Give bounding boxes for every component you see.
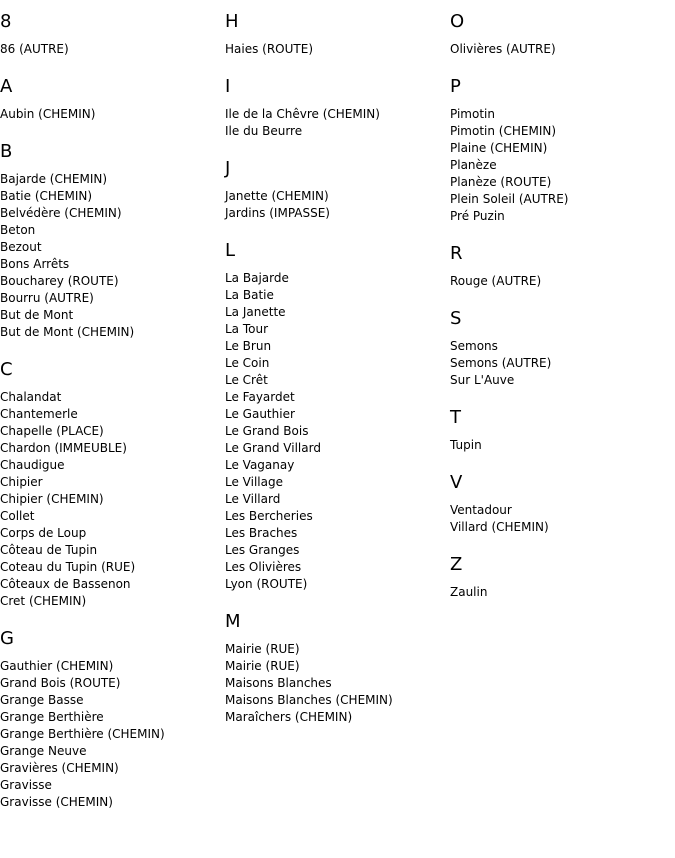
street-name: La Batie (225, 288, 274, 302)
letter-section (225, 11, 450, 58)
street-list (0, 389, 225, 610)
street-name: Belvédère (CHEMIN) (0, 206, 122, 220)
index-column-1 (0, 0, 225, 811)
letter-section (225, 158, 450, 222)
letter-section (450, 472, 675, 536)
section-letter-heading: 8 (0, 11, 12, 32)
street-list (225, 188, 450, 222)
letter-section (225, 611, 450, 726)
street-list (450, 437, 675, 454)
street-name: Plein Soleil (AUTRE) (450, 192, 569, 206)
street-name: Les Bercheries (225, 509, 313, 523)
section-letter-heading: G (0, 628, 14, 649)
street-name: Le Brun (225, 339, 272, 353)
street-name: Grange Neuve (0, 744, 87, 758)
street-name: Olivières (AUTRE) (450, 42, 556, 56)
letter-section (450, 407, 675, 454)
street-name: Pimotin (CHEMIN) (450, 124, 557, 138)
street-name: Côteaux de Bassenon (0, 577, 131, 591)
street-name: Coteau du Tupin (RUE) (0, 560, 136, 574)
street-name: Jardins (IMPASSE) (225, 206, 330, 220)
letter-section (225, 240, 450, 593)
street-list (450, 338, 675, 389)
section-letter-heading: A (0, 76, 13, 97)
street-list (450, 106, 675, 225)
section-letter-heading: B (0, 141, 13, 162)
street-name: Grange Berthière (0, 710, 104, 724)
index-column-2 (225, 0, 450, 726)
street-list (450, 41, 675, 58)
street-name: Pré Puzin (450, 209, 505, 223)
letter-section (0, 76, 225, 123)
street-name: Pimotin (450, 107, 495, 121)
section-letter-heading: T (450, 407, 461, 428)
street-name: Le Fayardet (225, 390, 295, 404)
street-name: Aubin (CHEMIN) (0, 107, 96, 121)
street-list (225, 106, 450, 140)
letter-section (450, 243, 675, 290)
letter-section (450, 554, 675, 601)
street-name: Grange Berthière (CHEMIN) (0, 727, 165, 741)
street-name: Maisons Blanches (225, 676, 332, 690)
street-name: Planèze (450, 158, 497, 172)
street-name: Haies (ROUTE) (225, 42, 314, 56)
street-list (450, 584, 675, 601)
section-letter-heading: R (450, 243, 463, 264)
street-name: Bourru (AUTRE) (0, 291, 94, 305)
street-name: Chalandat (0, 390, 62, 404)
street-name: Bajarde (CHEMIN) (0, 172, 108, 186)
street-name: Gravisse (0, 778, 52, 792)
section-letter-heading: C (0, 359, 13, 380)
street-name: But de Mont (CHEMIN) (0, 325, 135, 339)
section-letter-heading: P (450, 76, 461, 97)
letter-section (0, 628, 225, 811)
street-name: Maraîchers (CHEMIN) (225, 710, 353, 724)
street-name: Corps de Loup (0, 526, 87, 540)
street-name: Le Coin (225, 356, 270, 370)
section-letter-heading: O (450, 11, 465, 32)
letter-section (0, 141, 225, 341)
street-name: Semons (AUTRE) (450, 356, 552, 370)
street-name: Le Village (225, 475, 283, 489)
letter-section (450, 308, 675, 389)
street-name: Chardon (IMMEUBLE) (0, 441, 127, 455)
street-name: Villard (CHEMIN) (450, 520, 549, 534)
street-list (450, 502, 675, 536)
street-name: Le Vaganay (225, 458, 295, 472)
section-letter-heading: I (225, 76, 231, 97)
street-name: Les Braches (225, 526, 298, 540)
section-letter-heading: H (225, 11, 239, 32)
street-name: La Janette (225, 305, 286, 319)
street-name: Chapelle (PLACE) (0, 424, 104, 438)
street-name: Mairie (RUE) (225, 659, 300, 673)
street-name: Côteau de Tupin (0, 543, 98, 557)
section-letter-heading: V (450, 472, 463, 493)
street-name: Mairie (RUE) (225, 642, 300, 656)
letter-section (0, 11, 225, 58)
section-letter-heading: M (225, 611, 241, 632)
street-name: Chipier (CHEMIN) (0, 492, 104, 506)
street-list (225, 270, 450, 593)
street-name: Chipier (0, 475, 43, 489)
letter-section (225, 76, 450, 140)
street-list (450, 273, 675, 290)
street-name: Gravières (CHEMIN) (0, 761, 119, 775)
street-name: Batie (CHEMIN) (0, 189, 93, 203)
section-letter-heading: L (225, 240, 236, 261)
street-name: Rouge (AUTRE) (450, 274, 542, 288)
street-list (0, 106, 225, 123)
street-name: Plaine (CHEMIN) (450, 141, 548, 155)
street-name: Le Grand Bois (225, 424, 309, 438)
street-name: Le Crêt (225, 373, 268, 387)
street-name: Boucharey (ROUTE) (0, 274, 119, 288)
street-name: Semons (450, 339, 498, 353)
street-name: Zaulin (450, 585, 488, 599)
street-name: Maisons Blanches (CHEMIN) (225, 693, 393, 707)
street-name: Grange Basse (0, 693, 84, 707)
street-list (0, 171, 225, 341)
street-name: Bezout (0, 240, 42, 254)
street-name: Gravisse (CHEMIN) (0, 795, 113, 809)
street-name: Ile du Beurre (225, 124, 303, 138)
street-name: 86 (AUTRE) (0, 42, 69, 56)
street-list (0, 658, 225, 811)
street-name: Chantemerle (0, 407, 78, 421)
letter-section (0, 359, 225, 610)
street-name: Grand Bois (ROUTE) (0, 676, 121, 690)
letter-section (450, 11, 675, 58)
street-name: La Bajarde (225, 271, 289, 285)
street-name: Tupin (450, 438, 482, 452)
street-name: Lyon (ROUTE) (225, 577, 308, 591)
street-name: Planèze (ROUTE) (450, 175, 552, 189)
street-name: Bons Arrêts (0, 257, 70, 271)
section-letter-heading: Z (450, 554, 463, 575)
street-name: Le Gauthier (225, 407, 295, 421)
street-name: Cret (CHEMIN) (0, 594, 87, 608)
street-name: Ile de la Chêvre (CHEMIN) (225, 107, 380, 121)
street-name: But de Mont (0, 308, 74, 322)
street-name: La Tour (225, 322, 269, 336)
street-name: Collet (0, 509, 35, 523)
street-name: Janette (CHEMIN) (225, 189, 329, 203)
street-name: Le Grand Villard (225, 441, 321, 455)
street-name: Les Granges (225, 543, 300, 557)
section-letter-heading: S (450, 308, 462, 329)
street-name: Beton (0, 223, 36, 237)
street-list (0, 41, 225, 58)
street-list (225, 41, 450, 58)
street-list (225, 641, 450, 726)
street-name: Sur L'Auve (450, 373, 515, 387)
street-name: Gauthier (CHEMIN) (0, 659, 114, 673)
letter-section (450, 76, 675, 225)
section-letter-heading: J (225, 158, 231, 179)
street-name: Ventadour (450, 503, 512, 517)
street-name: Les Olivières (225, 560, 302, 574)
street-name: Chaudigue (0, 458, 65, 472)
index-column-3 (450, 0, 675, 601)
street-name: Le Villard (225, 492, 281, 506)
